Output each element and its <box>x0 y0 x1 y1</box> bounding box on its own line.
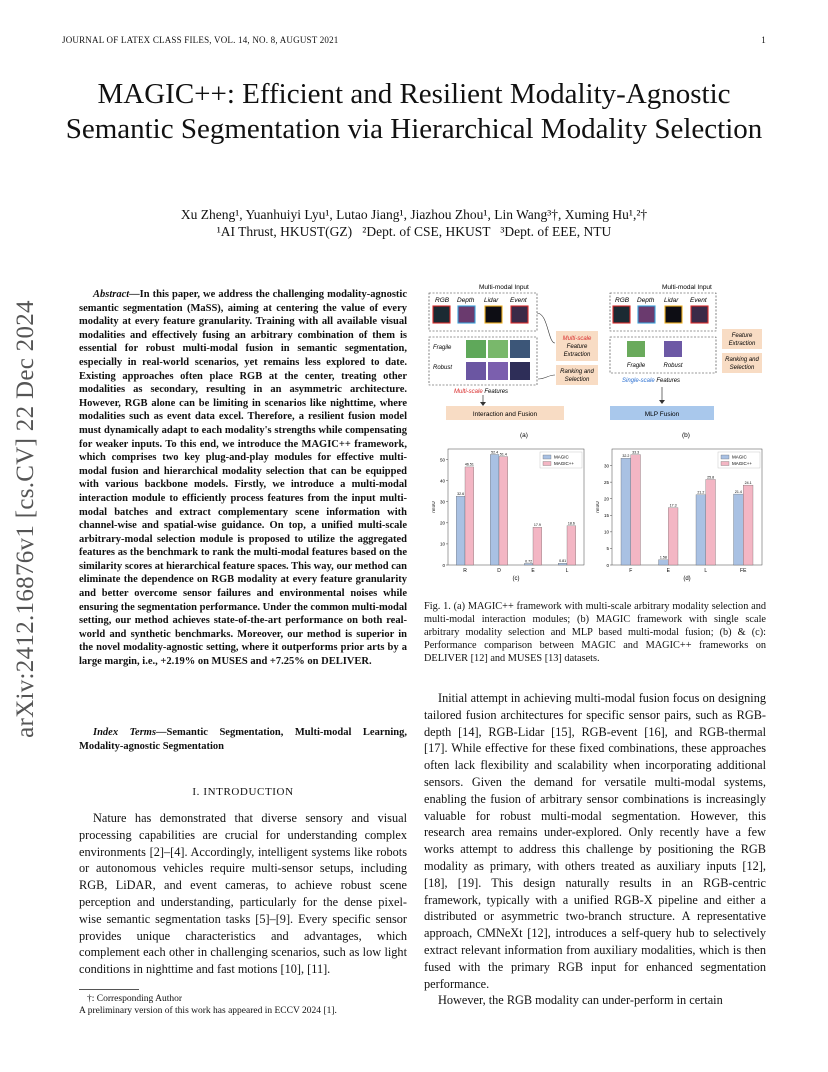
chart-d-category-label: E <box>666 568 670 574</box>
chart-d-bar <box>659 560 669 565</box>
chart-c-category-label: D <box>497 568 501 574</box>
chart-d-bar <box>743 485 753 565</box>
panel-b-mod-event: Event <box>690 297 707 304</box>
panel-a-arrowhead <box>480 402 486 406</box>
intro-left-column <box>79 810 407 978</box>
panel-a-input-title: Multi-modal Input <box>479 284 529 291</box>
chart-d-value-label: 24.1 <box>744 480 752 485</box>
chart-d-category-label: F <box>629 568 633 574</box>
chart-d-legend-label: MAGIC++ <box>732 461 753 467</box>
chart-d-value-label: 17.3 <box>669 503 677 508</box>
panel-a-event-thumb <box>511 306 528 323</box>
panel-b-robust-label: Robust <box>663 363 683 369</box>
chart-d-ytick-label: 15 <box>603 513 609 519</box>
chart-d-value-label: 21.4 <box>734 489 742 494</box>
panel-b-ranking-label: Ranking and <box>725 357 759 363</box>
abstract-lead: Abstract <box>93 289 130 300</box>
chart-c-bar <box>465 467 474 565</box>
panel-a-fragile-map-1 <box>466 340 486 358</box>
panel-a-caption-label: (a) <box>520 432 528 439</box>
section-heading: I. INTRODUCTION <box>192 786 294 798</box>
chart-c-bar <box>490 454 499 565</box>
panel-a-rgb-thumb <box>433 306 450 323</box>
panel-b-robust-map <box>664 341 682 357</box>
panel-a-arrow-1 <box>537 313 555 343</box>
panel-a-arrow-2 <box>538 375 555 379</box>
page-number: 1 <box>761 35 766 45</box>
arxiv-stamp <box>8 284 44 754</box>
panel-a-robust-map-1 <box>466 362 486 380</box>
chart-c-value-label: 0.81 <box>559 559 567 564</box>
chart-d <box>595 449 762 582</box>
chart-c-value-label: 32.6 <box>457 492 465 497</box>
panel-b-fusion-label: MLP Fusion <box>644 411 680 418</box>
chart-d-bar <box>734 494 744 565</box>
panel-b-fragile-map <box>627 341 645 357</box>
panel-a-robust-label: Robust <box>433 365 453 371</box>
panel-b-lidar-thumb <box>665 306 682 323</box>
affiliations: ¹AI Thrust, HKUST(GZ) ²Dept. of CSE, HKUST ³Dept. of EEE, NTU <box>216 224 612 239</box>
chart-d-ylabel: mIoU <box>596 501 601 513</box>
chart-d-value-label: 21.2 <box>697 490 705 495</box>
panel-a-mod-rgb: RGB <box>435 297 450 304</box>
panel-a-ms-features-red: Multi-scale <box>454 389 483 395</box>
abstract <box>79 288 407 669</box>
chart-c-ytick-label: 30 <box>439 499 445 505</box>
page-header <box>62 35 766 49</box>
chart-d-ytick-label: 0 <box>606 562 609 568</box>
chart-c-legend-swatch <box>543 455 551 459</box>
chart-d-bar <box>668 508 678 565</box>
footnote-rule <box>79 989 139 990</box>
panel-b-ss-features-rest: Features <box>654 378 681 384</box>
panel-b-feature-label: Feature <box>731 333 753 339</box>
chart-c-category-label: E <box>531 568 535 574</box>
panel-b-event-thumb <box>691 306 708 323</box>
panel-b-mod-rgb: RGB <box>615 297 630 304</box>
chart-c <box>431 449 584 582</box>
panel-a-extraction-label: Extraction <box>563 352 591 358</box>
paper-title: MAGIC++: Efficient and Resilient Modality-Agnostic Semantic Segmentation via Hierarchical Modality Selection <box>65 78 763 145</box>
chart-d-category-label: L <box>704 568 708 574</box>
panel-b-rgb-thumb <box>613 306 630 323</box>
panel-a-lidar-thumb <box>485 306 502 323</box>
chart-d-ytick-label: 30 <box>603 463 609 469</box>
chart-d-panel-label: (d) <box>683 576 691 582</box>
panel-b-ss-features-blue: Single-scale <box>622 378 655 384</box>
chart-c-ytick-label: 50 <box>439 457 445 463</box>
chart-d-bar <box>696 495 706 565</box>
chart-c-legend-label: MAGIC <box>554 454 569 460</box>
panel-a-fragile-label: Fragile <box>433 345 452 351</box>
chart-c-category-label: R <box>463 568 467 574</box>
chart-c-value-label: 52.4 <box>491 450 499 455</box>
panel-a-depth-thumb <box>458 306 475 323</box>
chart-c-ylabel: mIoU <box>432 501 437 513</box>
author-list: Xu Zheng¹, Yuanhuiyi Lyu¹, Lutao Jiang¹, Jiazhou Zhou¹, Lin Wang³†, Xuming Hu¹,²† <box>180 207 648 222</box>
panel-a-mod-lidar: Lidar <box>484 297 499 304</box>
chart-c-legend-swatch <box>543 462 551 466</box>
chart-c-category-label: L <box>565 568 569 574</box>
chart-c-bar <box>567 526 576 565</box>
figure-caption: Fig. 1. (a) MAGIC++ framework with multi-scale arbitrary modality selection and multi-modal interaction modules; (b) MAGIC framework with single scale arbitrary modality selection and MLP based multi-modal fusion; (b) & (c): Performance comparison between MAGIC and MAGIC++ frameworks on DELIVER [12] and MUSES [13] datasets. <box>424 601 766 664</box>
chart-c-ytick-label: 40 <box>439 478 445 484</box>
chart-c-value-label: 51.4 <box>499 452 507 457</box>
chart-c-bar <box>533 527 542 565</box>
panel-b-fragile-label: Fragile <box>626 363 646 369</box>
panel-a-ms-features-rest: Features <box>482 389 509 395</box>
panel-b-mod-depth: Depth <box>637 297 655 304</box>
footnotes <box>79 989 407 1017</box>
panel-a-ranking-label: Ranking and <box>560 369 594 375</box>
index-terms-lead: Index Terms <box>93 727 157 738</box>
panel-a-ms-label: Multi-scale <box>562 336 592 342</box>
chart-d-legend-swatch <box>721 455 729 459</box>
panel-a-robust-map-3 <box>510 362 530 380</box>
chart-c-value-label: 18.6 <box>567 521 575 526</box>
footnote-corresponding: †: Corresponding Author <box>87 994 182 1004</box>
panel-b-caption-label: (b) <box>682 432 690 439</box>
panel-a-diagram <box>429 284 598 439</box>
chart-d-value-label: 32.2 <box>622 454 630 459</box>
panel-b-diagram <box>610 284 762 439</box>
chart-d-ytick-label: 5 <box>606 546 609 552</box>
chart-c-legend-label: MAGIC++ <box>554 461 575 467</box>
intro-right-column <box>424 690 766 1009</box>
panel-a-mod-depth: Depth <box>457 297 475 304</box>
chart-c-bar <box>558 563 567 565</box>
panel-b-depth-thumb <box>638 306 655 323</box>
chart-c-bar <box>456 496 465 565</box>
intro-paragraph-2: Initial attempt in achieving multi-modal fusion focus on designing tailored fusion architectures for specific sensor pairs, such as RGB-depth [14], RGB-Lidar [15], RGB-event [16], and RGB-thermal [17]. While effective for these fixed combinations, these approaches often lack flexibility and scalability when incorporating additional sensors. Given the demand for versatile multi-modal systems, enabling the fusion of arbitrary sensor combinations is increasingly valuable for robust multi-modal segmentation. However, this research area remains under-explored. Only recently have a few works attempt to address this challenge by positioning the RGB modality as primary, with others treated as auxiliary inputs [12], [18], [19]. This design naturally results in an RGB-centric framework, typically with a unified RGB-X pipeline and either a distributed or asymmetric two-branch structure. A representative approach, CMNeXt [12], introduces a self-query hub to selectively extract relevant information from auxiliary modalities, which is then fused with the primary RGB input for enhanced segmentation performance. <box>424 691 766 991</box>
author-block <box>60 206 768 240</box>
figure-1 <box>424 283 766 593</box>
panel-b-mod-lidar: Lidar <box>664 297 679 304</box>
index-terms <box>79 726 407 753</box>
chart-d-ytick-label: 10 <box>603 529 609 535</box>
panel-a-robust-map-2 <box>488 362 508 380</box>
panel-a-fusion-label: Interaction and Fusion <box>472 411 538 418</box>
chart-c-ytick-label: 0 <box>442 562 445 568</box>
chart-d-bar <box>706 479 716 565</box>
index-terms-text: —Semantic Segmentation, Multi-modal Learning, Modality-agnostic Segmentation <box>79 727 407 752</box>
chart-c-ytick-label: 10 <box>439 541 445 547</box>
chart-c-panel-label: (c) <box>512 576 520 582</box>
chart-d-bar <box>631 455 641 565</box>
panel-b-ss-features <box>622 378 680 384</box>
intro-paragraph-1: Nature has demonstrated that diverse sensory and visual processing capabilities are crucial for understanding complex environments [2]–[4]. Accordingly, intelligent systems like robots or autonomous vehicles require multi-sensor setups, including RGB, LiDAR, and event cameras, to achieve robust scene perception and understanding, particularly for the dense pixel-wise semantic segmentation tasks [5]–[9]. Every specific sensor provides unique characteristics and advantages, which complement each other in challenging scenarios, such as low light conditions in nighttime and fast motions [10], [11]. <box>79 811 407 977</box>
panel-b-arrowhead <box>659 400 665 404</box>
abstract-text: —In this paper, we address the challenging modality-agnostic semantic segmentation (MaSS), aiming at centering the value of every modality at every feature granularity. Training with all available visual modalities and effectively fusing an arbitrary combination of them is essential for robust multi-modal fusion in semantic segmentation, especially in real-world scenarios, yet remains less explored to date. Existing approaches often place RGB at the center, treating other modalities as secondary, resulting in an asymmetric architecture. However, RGB alone can be limiting in scenarios like nighttime, where modalities such as event data excel. Therefore, a resilient fusion model must dynamically adapt to each modality's strengths while compensating for weaker inputs. To this end, we introduce the MAGIC++ framework, which comprises two key plug-and-play modules for effective multi-modal fusion and hierarchical modality selection that can be equipped with various backbone models. Firstly, we introduce a multi-modal interaction module to efficiently process features from the input multi-modal batches and extract complementary scene information with channel-wise and spatial-wise guidance. On top, a unified multi-scale arbitrary-modal selection module is proposed to utilize the aggregated features as the benchmark to rank the multi-modal features based on the similarity scores at hierarchical feature spaces. This way, our method can eliminate the dependence on RGB modality at every feature granularity and better overcome sensor failures and environmental noises while ensuring the segmentation performance. Under the common multi-modal setting, our method achieves state-of-the-art performance on both real-world and synthetic benchmarks. Moreover, our method is superior in the novel modality-agnostic setting, where it outperforms prior arts by a large margin, i.e., +2.19% on MUSES and +7.25% on DELIVER. <box>79 289 407 668</box>
chart-c-value-label: 17.9 <box>533 523 541 528</box>
chart-d-legend-swatch <box>721 462 729 466</box>
panel-b-input-title: Multi-modal Input <box>662 284 712 291</box>
chart-d-value-label: 25.8 <box>707 475 715 480</box>
intro-paragraph-3: However, the RGB modality can under-perform in certain <box>438 993 723 1008</box>
panel-b-selection-label: Selection <box>729 365 755 371</box>
chart-d-legend-label: MAGIC <box>732 454 747 460</box>
chart-d-value-label: 33.3 <box>632 450 640 455</box>
chart-d-ytick-label: 20 <box>603 496 609 502</box>
panel-a-ms-features <box>454 389 508 395</box>
panel-a-mod-event: Event <box>510 297 527 304</box>
chart-c-value-label: 46.51 <box>464 462 474 467</box>
arxiv-id: arXiv:2412.16876v1 [cs.CV] 22 Dec 2024 <box>12 300 39 738</box>
chart-c-ytick-label: 20 <box>439 520 445 526</box>
panel-a-fragile-map-3 <box>510 340 530 358</box>
journal-name: JOURNAL OF LATEX CLASS FILES, VOL. 14, NO. 8, AUGUST 2021 <box>62 35 339 45</box>
panel-a-feature-label: Feature <box>566 344 588 350</box>
chart-c-value-label: 0.72 <box>525 559 533 564</box>
chart-d-bar <box>621 458 631 565</box>
chart-c-bar <box>499 457 508 565</box>
chart-d-ytick-label: 25 <box>603 479 609 485</box>
panel-a-fragile-map-2 <box>488 340 508 358</box>
panel-b-extraction-label: Extraction <box>728 341 756 347</box>
footnote-preliminary: A preliminary version of this work has appeared in ECCV 2024 [1]. <box>79 1006 337 1016</box>
chart-d-category-label: FE <box>740 568 747 574</box>
chart-c-bar <box>524 563 533 565</box>
chart-d-value-label: 1.58 <box>659 555 667 560</box>
panel-a-selection-label: Selection <box>564 377 590 383</box>
